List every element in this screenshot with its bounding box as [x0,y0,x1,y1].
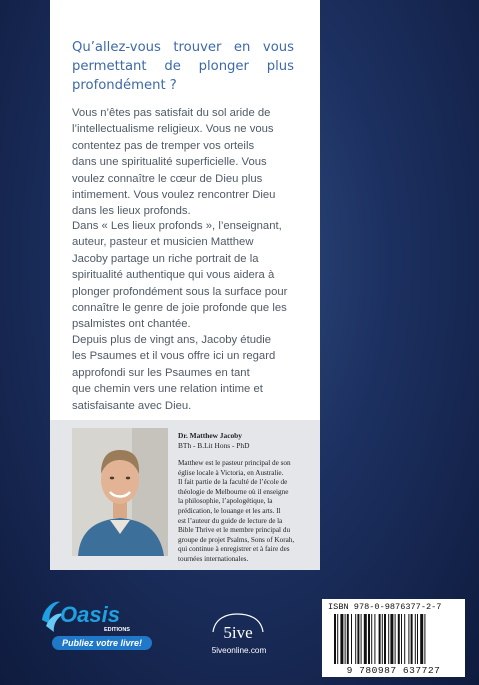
barcode-bar [408,614,409,664]
barcode-bar [420,614,423,664]
barcode-bar [368,614,370,664]
bio-line: qui continue à enregistrer et à faire des [178,545,290,554]
barcode-bar [345,614,346,664]
barcode-bars [334,614,458,666]
oasis-name: Oasis [60,602,120,627]
author-name: Dr. Matthew Jacoby [178,431,242,440]
barcode-bar [395,614,396,664]
oasis-tagline: Publiez votre livre! [61,638,143,648]
barcode-bar [371,614,372,664]
paragraph-line: que chemin vers une relation intime et [72,383,263,396]
paragraph-line: Vous n’êtes pas satisfait du sol aride de [72,107,271,119]
headline-line: permettant de plonger plus [72,59,294,74]
barcode-bar [355,614,356,664]
author-photo [72,428,168,556]
barcode-bar [351,614,352,664]
paragraph-line: satisfaisante avec Dieu. [72,399,192,412]
author-bio [178,459,320,565]
bio-line: prédication, le louange et les arts. Il [178,506,281,515]
barcode-bar [388,614,389,664]
paragraph-line: approfondi sur les Psaumes en tant [72,366,250,379]
barcode-bar [379,614,381,664]
paragraph-line: dans les lieux profonds. [72,205,191,218]
barcode-bar [390,614,393,664]
isbn-text: ISBN 978-0-9876377-2-7 [328,602,442,612]
5ive-url: 5iveonline.com [211,646,267,655]
barcode-bar [361,614,362,664]
bio-line: théologie de Melbourne où il enseigne [178,487,289,496]
paragraph-line: spiritualité authentique qui vous aidera à [72,269,275,282]
barcode-bar [415,614,416,664]
bio-line: tournées internationales. [178,554,249,563]
headline [72,38,294,95]
barcode-bar [347,614,349,664]
paragraph-line: intimement. Vous voulez rencontrer Dieu [72,189,276,202]
bio-line: Il fait partie de la faculté de l’école de [178,478,288,487]
barcode-bar [424,614,425,664]
barcode-bar [364,614,367,664]
bio-line: Matthew est le pasteur principal de son [178,459,291,467]
oasis-sub: EDITIONS [104,627,130,633]
headline-line: Qu’allez-vous trouver en vous [72,40,294,55]
barcode-bar [411,614,413,664]
barcode-bar [401,614,402,664]
barcode-bar [382,614,383,664]
barcode-bar [417,614,418,664]
paragraph-line: Depuis plus de vingt ans, Jacoby étudie [72,334,272,346]
paragraph-line: dans une spiritualité superficielle. Vous [72,156,267,169]
bio-line: église locale à Victoria, en Australie. [178,468,284,477]
paragraph-line: Jacoby partage un riche portrait de la [72,252,259,265]
5ive-name: 5ive [223,623,253,642]
paragraph-intro [72,105,296,220]
barcode-digits: 9 780987 637727 [346,665,441,676]
barcode-bar [357,614,359,664]
barcode-bar [398,614,400,664]
barcode-bar [374,614,375,664]
paragraph-line: auteur, pasteur et musicien Matthew [72,236,254,249]
bio-line: est l’auteur du guide de lecture de la [178,516,283,525]
bio-line: Bible Thrive et le membre principal du [178,526,291,535]
paragraph-line: Dans « Les lieux profonds », l’enseignant, [72,220,282,232]
barcode-bar [340,614,343,664]
barcode-bar [404,614,405,664]
paragraph-closing [72,332,296,414]
author-credentials: BTh - B.Lit Hons - PhD [178,441,250,450]
bio-line: groupe de projet Psalms, Sons of Korah, [178,535,295,544]
bio-line: la philosophie, l’apologétique, la [178,497,273,506]
paragraph-line: voulez connaître le cœur de Dieu plus [72,172,263,185]
paragraph-line: l’intellectualisme religieux. Vous ne vous [72,123,274,136]
paragraph-line: les Psaumes et il vous offre ici un regard [72,350,276,363]
paragraph-line: psalmistes ont chantée. [72,318,191,331]
paragraph-line: plonger profondément sous la surface pour [72,285,288,298]
paragraph-book-summary [72,218,296,333]
headline-line: profondément ? [72,78,177,93]
barcode-bar [334,614,336,664]
author-portrait-image [72,428,168,556]
barcode-bar [337,614,338,664]
paragraph-line: contentez pas de tremper vos orteils [72,139,255,152]
oasis-editions-logo [38,598,168,658]
paragraph-line: connaître le genre de joie profonde que les [72,302,287,315]
barcode-bar [384,614,386,664]
